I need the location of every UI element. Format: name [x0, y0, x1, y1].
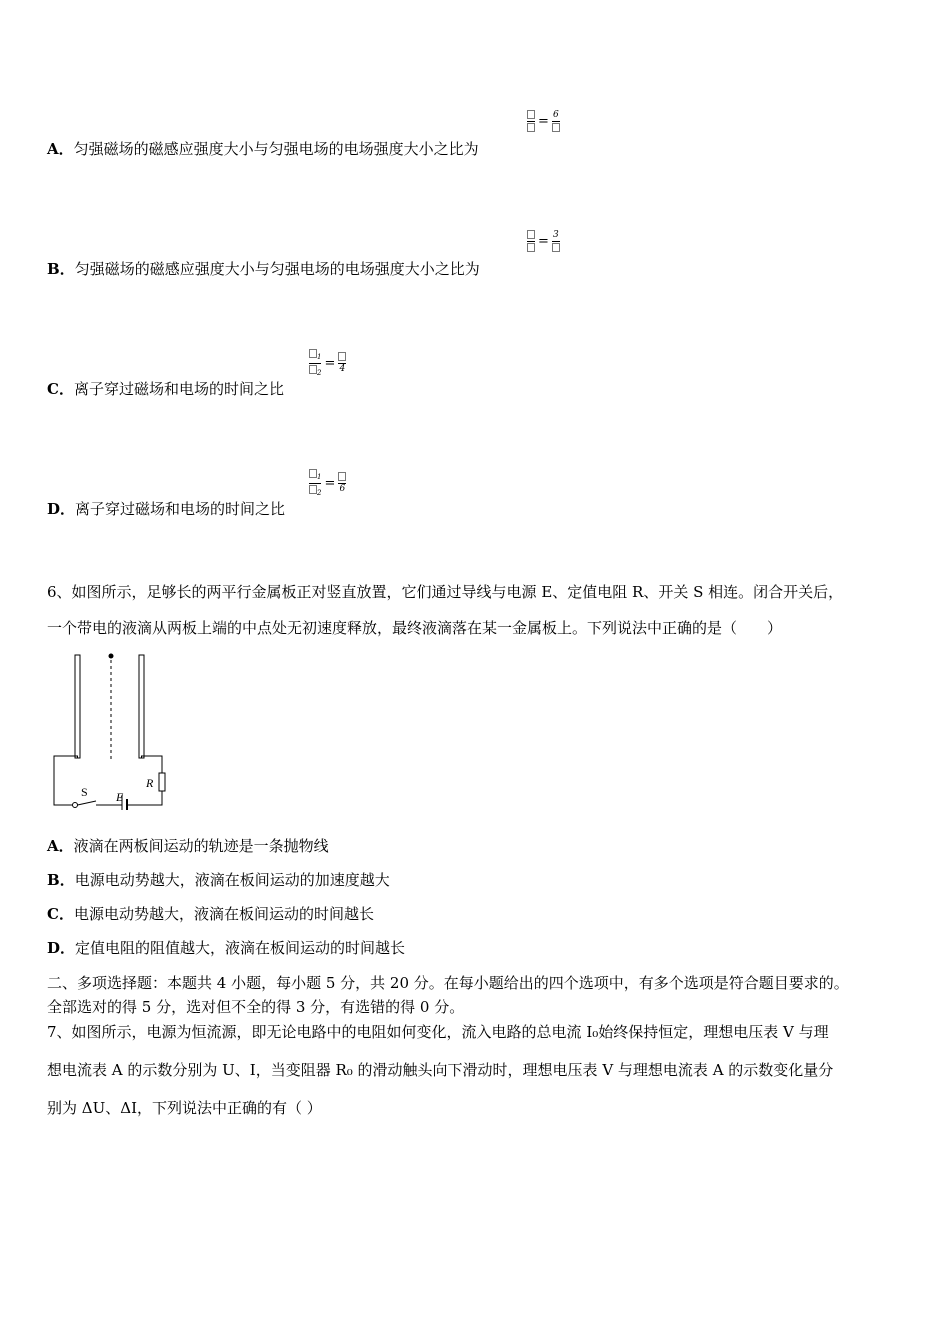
option-a-fraction: = 6	[527, 110, 560, 133]
section-2-header-line-2: 全部选对的得 5 分，选对但不全的得 3 分，有选错的得 0 分。	[47, 998, 465, 1016]
option-text: 匀强磁场的磁感应强度大小与匀强电场的电场强度大小之比为	[73, 140, 479, 158]
option-text: 电源电动势越大，液滴在板间运动的时间越长	[73, 905, 374, 923]
option-letter: D	[47, 500, 61, 518]
option-b-fraction: = 3	[527, 230, 560, 253]
q5-option-b[interactable]: B．匀强磁场的磁感应强度大小与匀强电场的电场强度大小之比为	[47, 260, 480, 278]
option-letter: D	[47, 939, 61, 957]
resistor-wire	[129, 791, 162, 805]
label-s: S	[81, 785, 88, 799]
q5-option-a[interactable]: A．匀强磁场的磁感应强度大小与匀强电场的电场强度大小之比为	[47, 140, 479, 158]
resistor-r	[159, 773, 165, 791]
option-text: 电源电动势越大，液滴在板间运动的加速度越大	[74, 871, 390, 889]
switch-s-terminal	[73, 803, 78, 808]
q5-option-c[interactable]: C．离子穿过磁场和电场的时间之比	[47, 380, 284, 398]
left-metal-plate	[75, 655, 80, 758]
option-text: 匀强磁场的磁感应强度大小与匀强电场的电场强度大小之比为	[74, 260, 480, 278]
option-d-fraction: $\frac{_1}{_2}$ = 6	[309, 469, 346, 498]
option-text: 离子穿过磁场和电场的时间之比	[75, 500, 286, 518]
q6-option-a[interactable]: A．液滴在两板间运动的轨迹是一条抛物线	[47, 837, 329, 855]
left-wire	[54, 756, 78, 805]
q6-stem-line-2: 一个带电的液滴从两板上端的中点处无初速度释放，最终液滴落在某一金属板上。下列说法中正确的是（ ）	[47, 619, 783, 637]
q6-option-b[interactable]: B．电源电动势越大，液滴在板间运动的加速度越大	[47, 871, 390, 889]
label-e: E	[116, 790, 124, 804]
option-text: 定值电阻的阻值越大，液滴在板间运动的时间越长	[75, 939, 406, 957]
switch-s-blade	[78, 801, 97, 805]
q7-stem-line-2: 想电流表 A 的示数分别为 U、I，当变阻器 R₀ 的滑动触头向下滑动时，理想电压表 V 与理想电流表 A 的示数变化量分	[47, 1061, 834, 1079]
q6-option-d[interactable]: D．定值电阻的阻值越大，液滴在板间运动的时间越长	[47, 939, 406, 957]
option-letter: B	[47, 260, 60, 278]
q5-option-d[interactable]: D．离子穿过磁场和电场的时间之比	[47, 500, 286, 518]
q6-option-c[interactable]: C．电源电动势越大，液滴在板间运动的时间越长	[47, 905, 374, 923]
option-letter: A	[47, 837, 59, 855]
droplet	[109, 654, 114, 659]
option-text: 离子穿过磁场和电场的时间之比	[73, 380, 284, 398]
section-2-header-line-1: 二、多项选择题：本题共 4 小题，每小题 5 分，共 20 分。在每小题给出的四个选项中，有多个选项是符合题目要求的。	[47, 974, 849, 992]
option-text: 液滴在两板间运动的轨迹是一条抛物线	[73, 837, 329, 855]
option-letter: C	[47, 905, 59, 923]
q6-stem-line-1: 6、如图所示，足够长的两平行金属板正对竖直放置，它们通过导线与电源 E、定值电阻 R、开关 S 相连。闭合开关后，	[47, 583, 844, 601]
q7-stem-line-1: 7、如图所示，电源为恒流源，即无论电路中的电阻如何变化，流入电路的总电流 I₀始终保持恒定，理想电压表 V 与理	[47, 1023, 829, 1041]
right-wire	[142, 756, 163, 773]
option-letter: C	[47, 380, 59, 398]
option-c-fraction: $\frac{_1}{_2}$ = 4	[309, 349, 346, 378]
circuit-diagram	[50, 650, 180, 810]
label-r: R	[146, 776, 154, 790]
option-letter: A	[47, 140, 59, 158]
q7-stem-line-3: 别为 ΔU、ΔI，下列说法中正确的有（ ）	[47, 1099, 322, 1117]
option-letter: B	[47, 871, 60, 889]
right-metal-plate	[139, 655, 144, 758]
